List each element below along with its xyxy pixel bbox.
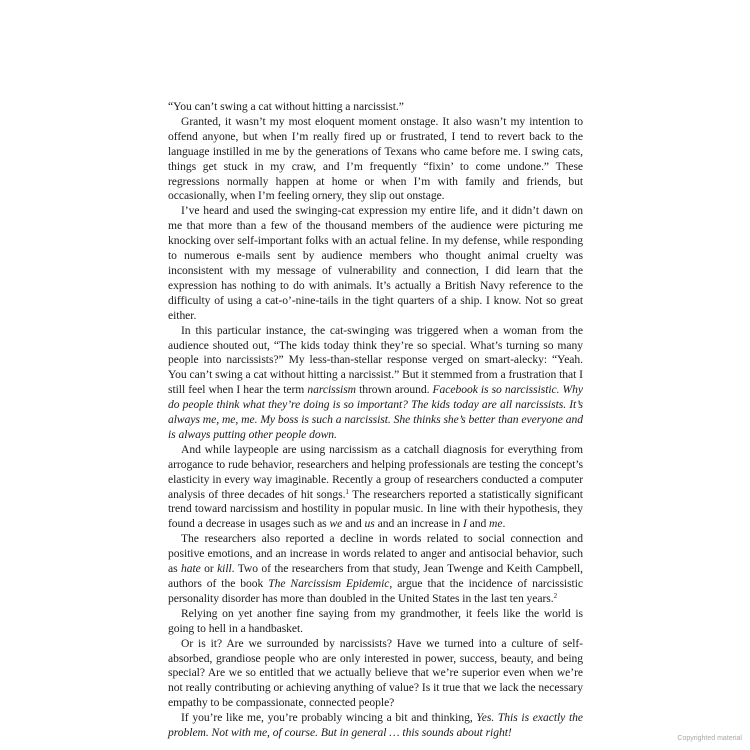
paragraph-7: Relying on yet another fine saying from my grandmother, it feels like the world is going to hell in a handbasket. bbox=[168, 606, 583, 635]
paragraph-6-text-a: The researchers also reported a decline in words related to social connection and positive emotions, and an increase in words related to anger and antisocial behavior, such as bbox=[168, 532, 583, 576]
paragraph-6-text-e: . Two of the researchers from that study, Jean Twenge and Keith Campbell, authors of the book bbox=[168, 562, 583, 590]
emphasis-narcissism: narcissism bbox=[307, 383, 356, 397]
paragraph-6 bbox=[168, 532, 583, 607]
paragraph-2: Granted, it wasn’t my most eloquent moment onstage. It also wasn’t my intention to offend anyone, but when I’m really fired up or frustrated, I tend to revert back to the language instilled in me by the generations of Texans who came before me. I swing cats, things get stuck in my craw, and I’m frequently “fixin’ to come undone.” These regressions normally happen at home or when I’m with family and friends, but occasionally, when I’m feeling ornery, they slip out onstage. bbox=[168, 114, 583, 203]
paragraph-5-text-b: The researchers reported a statistically significant trend toward narcissism and hostility in popular music. In line with their hypothesis, they found a decrease in usages such as bbox=[168, 487, 583, 531]
paragraph-3: I’ve heard and used the swinging-cat expression my entire life, and it didn’t dawn on me that more than a few of the thousand members of the audience were picturing me knocking over self-important folks with an actual feline. In my defense, while responding to numerous e-mails sent by audience members who thought animal cruelty was inconsistent with my message of vulnerability and connection, I did learn that the expression has nothing to do with animals. It’s actually a British Navy reference to the difficulty of using a cat-o’-nine-tails in the tight quarters of a ship. I know. Not so great either. bbox=[168, 204, 583, 322]
paragraph-5 bbox=[168, 443, 583, 532]
footnote-ref-1: 1 bbox=[345, 487, 349, 496]
paragraph-8: Or is it? Are we surrounded by narcissists? Have we turned into a culture of self-absorbed, grandiose people who are only interested in power, success, beauty, and being special? Are we so entitled that we actually believe that we’re superior even when we’re not really contributing or achieving anything of value? Is it true that we lack the necessary empathy to be compassionate, connected people? bbox=[168, 636, 583, 710]
footnote-ref-2: 2 bbox=[553, 591, 558, 600]
emphasis-we: we bbox=[329, 517, 343, 531]
emphasis-hate: hate bbox=[180, 562, 201, 576]
italic-quotes: Facebook is so narcissistic. Why do people think what they’re doing is so important? The kids today are all narcissists. It’s always me, me, me. My boss is such a narcissist. She thinks she’s better than everyone and is always putting other people down. bbox=[168, 383, 583, 441]
paragraph-4-text-c: thrown around. bbox=[356, 383, 433, 397]
book-title: The Narcissism Epidemic bbox=[268, 577, 390, 590]
emphasis-kill: kill bbox=[217, 562, 232, 576]
paragraph-1: “You can’t swing a cat without hitting a narcissist.” bbox=[168, 100, 404, 113]
paragraph-6-text-c: or bbox=[200, 562, 218, 576]
paragraph-4-text-a: In this particular instance, the cat-swinging was triggered when a woman from the audience shouted out, “The kids today think they’re so special. What’s turning so many people into narcissists?” My less-than-stellar response verged on smart-alecky: “Yeah. You can’t swing a cat without hitting a narcissist.” But it stemmed from a frustration that I still feel when I hear the term bbox=[168, 323, 583, 397]
paragraph-9-text-a: If you’re like me, you’re probably wincing a bit and thinking, bbox=[181, 711, 477, 725]
paragraph-5-text-a: And while laypeople are using narcissism as a catchall diagnosis for everything from arrogance to rude behavior, researchers and helping professionals are testing the concept’s elasticity in every way imaginable. Recently a group of researchers conducted a computer analysis of three decades of hit songs. bbox=[168, 442, 583, 501]
paragraph-6-text-g: , argue that the incidence of narcissistic personality disorder has more than doubled in the United States in the last ten years. bbox=[168, 577, 583, 605]
paragraph-9 bbox=[168, 711, 583, 741]
paragraph-5-text-f: and an increase in bbox=[374, 517, 463, 531]
copyright-watermark: Copyrighted material bbox=[677, 735, 742, 742]
italic-closing-thought: Yes. This is exactly the problem. Not with me, of course. But in general … this sounds about right! bbox=[168, 711, 584, 740]
paragraph-5-text-j: . bbox=[502, 517, 506, 531]
book-page-body bbox=[168, 100, 583, 741]
paragraph-4 bbox=[168, 324, 583, 443]
paragraph-5-text-d: and bbox=[342, 517, 365, 531]
paragraph-5-text-h: and bbox=[466, 517, 490, 531]
emphasis-i: I bbox=[462, 517, 467, 531]
emphasis-me: me bbox=[489, 517, 503, 531]
emphasis-us: us bbox=[364, 517, 375, 531]
